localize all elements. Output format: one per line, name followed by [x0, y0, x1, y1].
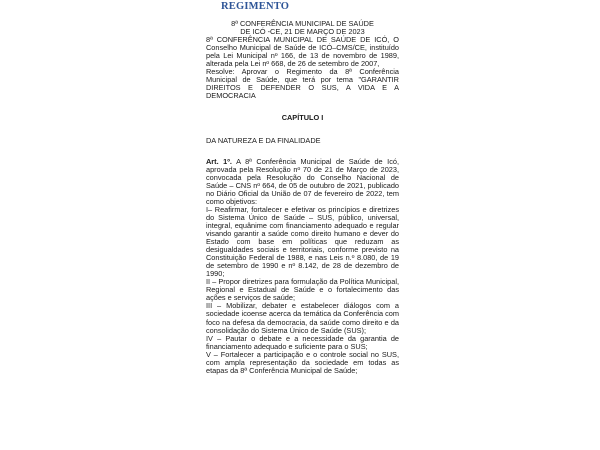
objective-item-2: II – Propor diretrizes para formulação da Política Municipal, Regional e Estadual de Saúde e o fortalecimento das ações e serviços de saúde;: [206, 277, 399, 303]
article-label: Art. 1º.: [206, 156, 232, 166]
resolve-paragraph: Resolve: Aprovar o Regimento da 8ª Conferência Municipal de Saúde, que terá por tema "GARANTIR DIREITOS E DEFENDER O SUS, A VIDA E A DEMOCRACIA: [206, 67, 399, 101]
article-text: A 8ª Conferência Municipal de Saúde de Icó, aprovada pela Resolução nº 70 de 21 de Março de 2023, convocada pela Resolução do Conselho Nacional de Saúde – CNS nº 664, de 05 de outubro de 2021, publicado no Diário Oficial da União de 07 de fevereiro de 2022, tem como objetivos:: [206, 156, 399, 206]
objective-item-3: III – Mobilizar, debater e estabelecer diálogos com a sociedade icoense acerca da temática da Conferência com foco na defesa da democracia, da saúde como direito e da consolidação do Sistema Único de Saúde (SUS);: [206, 301, 399, 335]
objective-item-1: I– Reafirmar, fortalecer e efetivar os princípios e diretrizes do Sistema Único de Saúde – SUS, público, universal, integral, equânime com financiamento adequado e regular visando garantir a saúde como direito humano e dever do Estado com base em políticas que reduzam as desigualdades sociais e territoriais, conforme previsto na Constituição Federal de 1988, e nas Leis n.º 8.080, de 19 de setembro de 1990 e nº 8.142, de 28 de dezembro de 1990;: [206, 204, 399, 279]
chapter-title: CAPÍTULO I: [281, 113, 324, 123]
intro-paragraph: 8ª CONFERÊNCIA MUNICIPAL DE SAÚDE DE ICÓ, O Conselho Municipal de Saúde de ICÓ–CMS/CE, instituído pela Lei Municipal nº 166, de 13 de novembro de 1989, alterada pela Lei nº 668, de 26 de setembro de 2007,: [206, 35, 399, 69]
title-line-1: 8ª CONFERÊNCIA MUNICIPAL DE SAÚDE: [231, 19, 374, 28]
document-heading: REGIMENTO: [221, 1, 290, 12]
objective-item-5: V – Fortalecer a participação e o controle social no SUS, com ampla representação da sociedade em todas as etapas da 8ª Conferência Municipal de Saúde;: [206, 349, 399, 375]
title-line-2: DE ICÓ -CE, 21 DE MARÇO DE 2023: [240, 27, 365, 37]
section-title: DA NATUREZA E DA FINALIDADE: [206, 135, 321, 145]
article-1: [206, 158, 399, 206]
document-body: [206, 20, 399, 375]
objective-item-4: IV – Pautar o debate e a necessidade da garantia de financiamento adequado e suficiente para o SUS;: [206, 333, 399, 351]
